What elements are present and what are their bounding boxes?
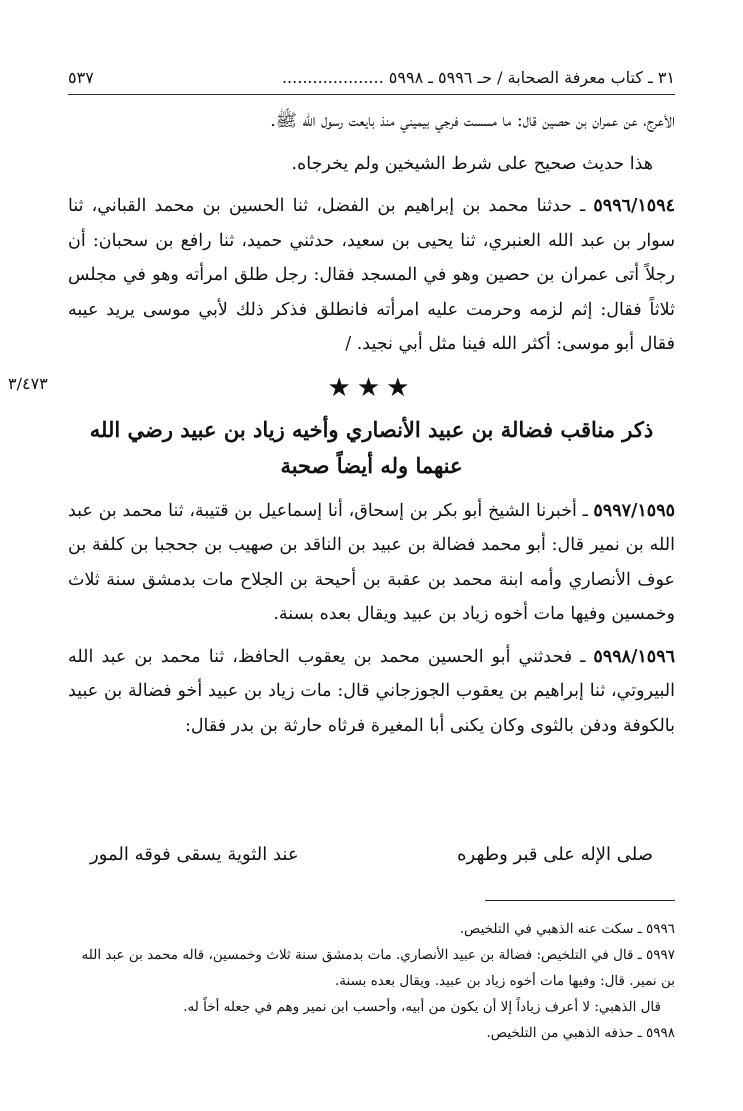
hadith-text: ـ أخبرنا الشيخ أبو بكر بن إسحاق، أنا إسماعيل بن قتيبة، ثنا محمد بن عبد الله بن نمير قال: أبو محمد فضالة بن عبيد بن الناقد بن صهيب بن جحجبا بن كلفة بن عوف الأنصاري وأمه ابنة محمد بن عقبة بن أحيحة بن الجلاح مات بدمشق سنة ثلاث وخمسين وفيها مات أخوه زياد بن عبيد ويقال بعده بسنة. xyxy=(68,500,675,624)
footnote-5996: ٥٩٩٦ ـ سكت عنه الذهبي في التلخيص. xyxy=(459,921,675,937)
running-header xyxy=(68,64,675,92)
hadith-text: ـ حدثنا محمد بن إبراهيم بن الفضل، ثنا الحسين بن محمد القباني، ثنا سوار بن عبد الله العنبري، ثنا يحيى بن سعيد، حدثني حميد، ثنا رافع بن سحبان: أن رجلاً أتى عمران بن حصين وهو في المسجد فقال: رجل طلق امرأته وهو في مجلس ثلاثاً فقال: إثم لزمه وحرمت عليه امرأته فانطلق فذكر ذلك لأبي موسى يريد عيبه فقال أبو موسى: أكثر الله فينا مثل أبي نجيد. / xyxy=(68,196,675,354)
paragraph-text: هذا حديث صحيح على شرط الشيخين ولم يخرجاه. xyxy=(291,153,653,174)
main-text xyxy=(68,104,675,751)
hadith-5997 xyxy=(68,494,675,632)
hadith-number: ٥٩٩٦/١٥٩٤ xyxy=(593,196,675,216)
footnotes xyxy=(68,916,675,1046)
page-number: ٥٣٧ xyxy=(68,68,94,87)
footnote-5998: ٥٩٩٨ ـ حذفه الذهبي من التلخيص. xyxy=(486,1025,675,1041)
header-rule xyxy=(68,94,675,95)
footnote-rule xyxy=(485,900,675,901)
hadith-5998 xyxy=(68,640,675,744)
section-separator-stars: ★★★ xyxy=(327,372,416,403)
poem-first-hemistich: صلى الإله على قبر وطهره xyxy=(457,844,653,865)
poem-verse xyxy=(90,838,653,872)
paragraph-continuation xyxy=(68,104,675,139)
chapter-title: ٣١ ـ كتاب معرفة الصحابة / حـ ٥٩٩٦ ـ ٥٩٩٨ .................... xyxy=(281,68,675,87)
hadith-number: ٥٩٩٧/١٥٩٥ xyxy=(593,500,675,521)
margin-volume-reference: ٣/٤٧٣ xyxy=(8,374,48,393)
hadith-text: ـ فحدثني أبو الحسين محمد بن يعقوب الحافظ، ثنا محمد بن عبد الله البيروتي، ثنا إبراهيم بن يعقوب الجوزجاني قال: مات زياد بن عبيد أخو فضالة بن عبيد بالكوفة ودفن بالثوى وكان يكنى أبا المغيرة فرثاه حارثة بن بدر فقال: xyxy=(68,646,675,736)
footnote-5997: ٥٩٩٧ ـ قال في التلخيص: فضالة بن عبيد الأنصاري. مات بدمشق سنة ثلاث وخمسين، قاله محمد بن عبد الله بن نمير. قال: وفيها مات أخوه زياد بن عبيد. ويقال بعده بسنة. xyxy=(81,947,675,989)
poem-second-hemistich: عند الثوية يسقى فوقه المور xyxy=(90,844,299,865)
paragraph-grading xyxy=(68,147,675,182)
paragraph-text: الأعرج، عن عمران بن حصين قال: ما مسست فرجي بيميني منذ بايعت رسول الله ﷺ. xyxy=(270,111,675,131)
hadith-5996 xyxy=(68,189,675,362)
hadith-number: ٥٩٩٨/١٥٩٦ xyxy=(593,646,675,667)
footnote-5997-dhahabi: قال الذهبي: لا أعرف زياداً إلا أن يكون من أبيه، وأحسب ابن نمير وهم في جعله أخاً له. xyxy=(183,999,661,1015)
section-heading: ذكر مناقب فضالة بن عبيد الأنصاري وأخيه زياد بن عبيد رضي الله عنهما وله أيضاً صحبة xyxy=(89,416,654,478)
